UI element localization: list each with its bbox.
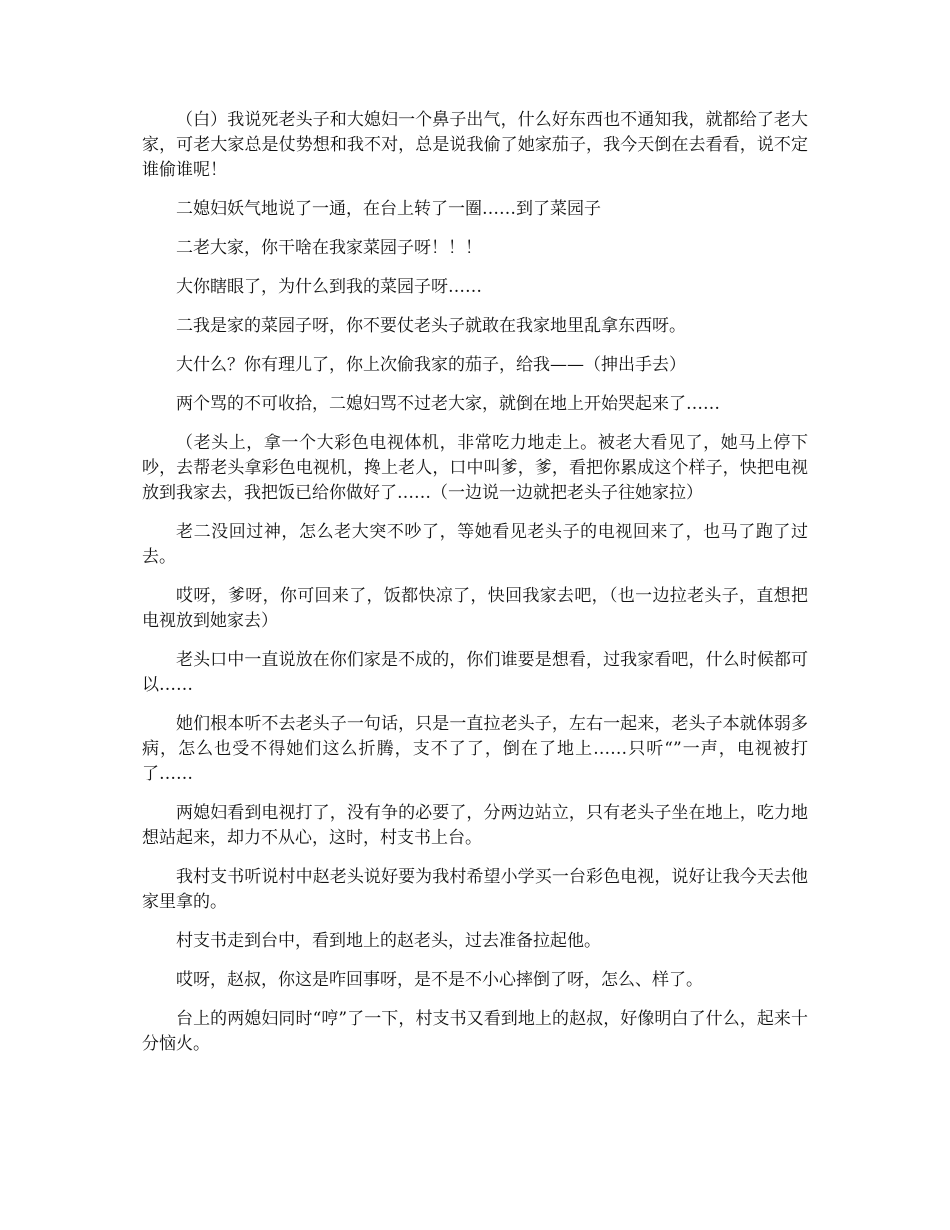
paragraph-17: 台上的两媳妇同时“哼”了一下，村支书又看到地上的赵叔，好像明白了什么，起来十分恼火。	[142, 1009, 808, 1054]
paragraph-14: 我村支书听说村中赵老头说好要为我村希望小学买一台彩色电视，说好让我今天去他家里拿的。	[142, 867, 808, 912]
paragraph-6: 大什么？你有理儿了，你上次偷我家的茄子，给我——（抻出手去）	[176, 355, 686, 375]
paragraph-13: 两媳妇看到电视打了，没有争的必要了，分两边站立，只有老头子坐在地上，吃力地想站起来，却力不从心，这时，村支书上台。	[142, 803, 808, 848]
paragraph-9: 老二没回过神，怎么老大突不吵了，等她看见老头子的电视回来了，也马了跑了过去。	[142, 522, 808, 567]
paragraph-8: （老头上，拿一个大彩色电视体机，非常吃力地走上。被老大看见了，她马上停下吵，去帮老头拿彩色电视机，搀上老人，口中叫爹，爹，看把你累成这个样子，快把电视放到我家去，我把饭已给你做好了……（一边说一边就把老头子往她家拉）	[142, 433, 808, 503]
paragraph-4: 大你瞎眼了，为什么到我的菜园子呀……	[176, 277, 482, 297]
paragraph-7: 两个骂的不可收拾，二媳妇骂不过老大家，就倒在地上开始哭起来了……	[176, 394, 720, 414]
paragraph-2: 二媳妇妖气地说了一通，在台上转了一圈……到了菜园子	[176, 199, 601, 219]
paragraph-15: 村支书走到台中，看到地上的赵老头，过去准备拉起他。	[176, 931, 601, 951]
paragraph-16: 哎呀，赵叔，你这是咋回事呀，是不是不小心摔倒了呀，怎么、样了。	[176, 970, 703, 990]
paragraph-12: 她们根本听不去老头子一句话，只是一直拉老头子，左右一起来，老头子本就体弱多病，怎么也受不得她们这么折腾，支不了了，倒在了地上……只听“”一声，电视被打了……	[142, 714, 808, 784]
paragraph-3: 二老大家，你干啥在我家菜园子呀！！！	[176, 238, 482, 258]
paragraph-10: 哎呀，爹呀，你可回来了，饭都快凉了，快回我家去吧，（也一边拉老头子，直想把电视放到她家去）	[142, 586, 808, 631]
paragraph-11: 老头口中一直说放在你们家是不成的，你们谁要是想看，过我家看吧，什么时候都可以……	[142, 650, 808, 695]
paragraph-5: 二我是家的菜园子呀，你不要仗老头子就敢在我家地里乱拿东西呀。	[176, 316, 686, 336]
document-page	[142, 108, 808, 1071]
paragraph-1: （白）我说死老头子和大媳妇一个鼻子出气，什么好东西也不通知我，就都给了老大家，可老大家总是仗势想和我不对，总是说我偷了她家茄子，我今天倒在去看看，说不定谁偷谁呢！	[142, 110, 808, 180]
